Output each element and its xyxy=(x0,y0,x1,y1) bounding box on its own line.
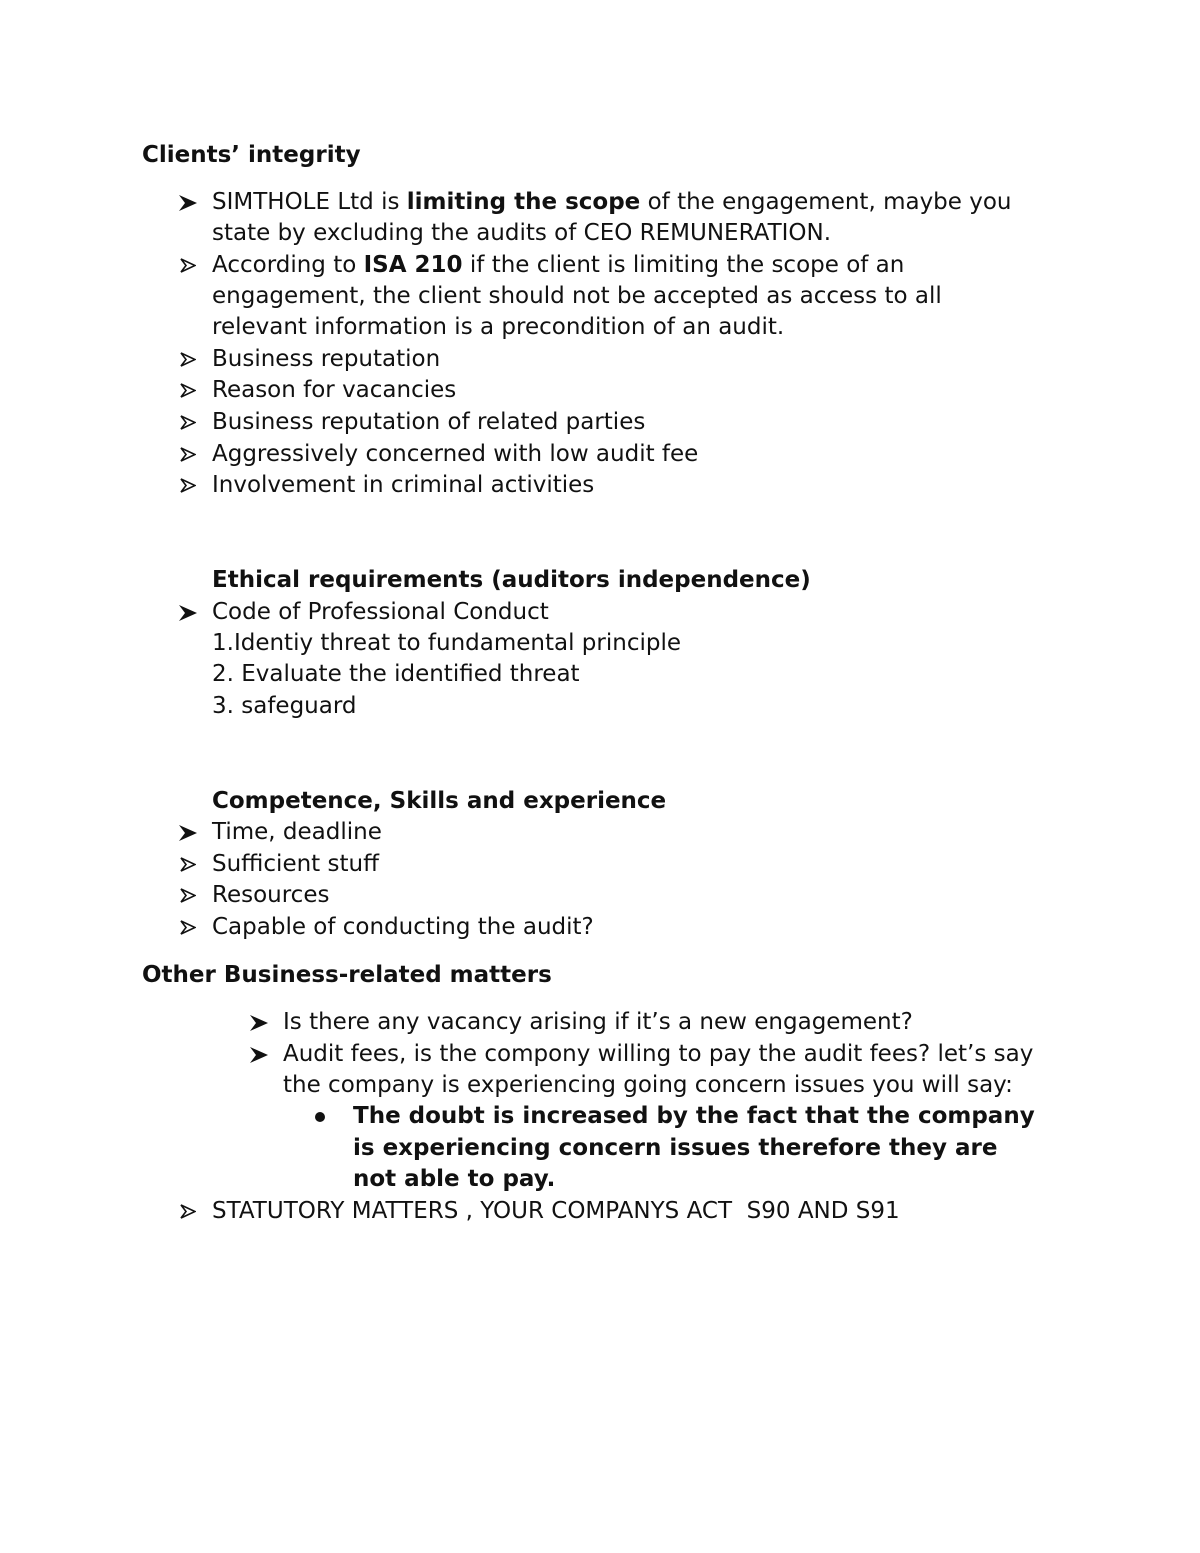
item-bold-text: ISA 210 xyxy=(363,252,463,278)
arrowhead-bullet-icon xyxy=(248,1007,270,1038)
list-item xyxy=(212,439,698,471)
arrowhead-bullet-icon xyxy=(177,817,199,848)
heading-other-business-matters: Other Business-related matters xyxy=(142,962,552,988)
list-item xyxy=(212,912,594,944)
heading-ethical-requirements: Ethical requirements (auditors independence) xyxy=(212,567,811,593)
list-item xyxy=(283,1007,913,1039)
arrowhead-bullet-icon xyxy=(177,880,199,911)
heading-clients-integrity: Clients’ integrity xyxy=(142,142,361,168)
step-text: 2. Evaluate the identified threat xyxy=(212,661,580,687)
item-text: According to xyxy=(212,252,364,278)
item-text: of the engagement, maybe you xyxy=(640,189,1012,215)
item-text: Code of Professional Conduct xyxy=(212,599,549,625)
item-text: Resources xyxy=(212,882,330,908)
item-text: Aggressively concerned with low audit fee xyxy=(212,441,699,467)
item-text: Is there any vacancy arising if it’s a new engagement? xyxy=(283,1009,913,1035)
list-item xyxy=(212,849,379,881)
item-text: Reason for vacancies xyxy=(212,377,457,403)
list-item xyxy=(212,344,440,376)
arrowhead-bullet-icon xyxy=(177,344,199,375)
item-text: Business reputation xyxy=(212,346,441,372)
item-text: SIMTHOLE Ltd is xyxy=(212,189,407,215)
list-item xyxy=(283,1039,1033,1071)
list-item xyxy=(212,470,594,502)
round-bullet-icon xyxy=(315,1112,325,1122)
bold-note-line: not able to pay. xyxy=(353,1166,556,1192)
arrowhead-bullet-icon xyxy=(177,597,199,628)
item-continuation: the company is experiencing going concern issues you will say: xyxy=(283,1072,1013,1098)
arrowhead-bullet-icon xyxy=(248,1039,270,1070)
list-item xyxy=(212,250,904,282)
item-text: Involvement in criminal activities xyxy=(212,472,595,498)
list-item xyxy=(212,1196,900,1228)
arrowhead-bullet-icon xyxy=(177,187,199,218)
item-continuation: relevant information is a precondition of an audit. xyxy=(212,314,785,340)
item-text: Sufficient stuff xyxy=(212,851,379,877)
arrowhead-bullet-icon xyxy=(177,439,199,470)
list-item xyxy=(212,187,1012,219)
arrowhead-bullet-icon xyxy=(177,849,199,880)
arrowhead-bullet-icon xyxy=(177,1196,199,1227)
item-text: if the client is limiting the scope of an xyxy=(462,252,905,278)
list-item xyxy=(212,880,329,912)
bold-note-line: is experiencing concern issues therefore they are xyxy=(353,1135,998,1161)
item-text: Business reputation of related parties xyxy=(212,409,646,435)
arrowhead-bullet-icon xyxy=(177,407,199,438)
item-text: Audit fees, is the compony willing to pay the audit fees? let’s say xyxy=(283,1041,1034,1067)
item-text: Capable of conducting the audit? xyxy=(212,914,594,940)
arrowhead-bullet-icon xyxy=(177,250,199,281)
item-text: STATUTORY MATTERS , YOUR COMPANYS ACT S90 AND S91 xyxy=(212,1198,900,1224)
list-item xyxy=(212,407,645,439)
bold-note-line: The doubt is increased by the fact that the company xyxy=(353,1103,1035,1129)
list-item xyxy=(212,597,549,629)
item-bold-text: limiting the scope xyxy=(406,189,641,215)
heading-competence: Competence, Skills and experience xyxy=(212,788,667,814)
item-continuation: engagement, the client should not be accepted as access to all xyxy=(212,283,942,309)
step-text: 1.Identiy threat to fundamental principle xyxy=(212,630,681,656)
list-item xyxy=(212,817,382,849)
step-text: 3. safeguard xyxy=(212,693,357,719)
list-item xyxy=(212,375,456,407)
item-text: Time, deadline xyxy=(212,819,382,845)
arrowhead-bullet-icon xyxy=(177,470,199,501)
item-continuation: state by excluding the audits of CEO REMUNERATION. xyxy=(212,220,832,246)
arrowhead-bullet-icon xyxy=(177,375,199,406)
arrowhead-bullet-icon xyxy=(177,912,199,943)
